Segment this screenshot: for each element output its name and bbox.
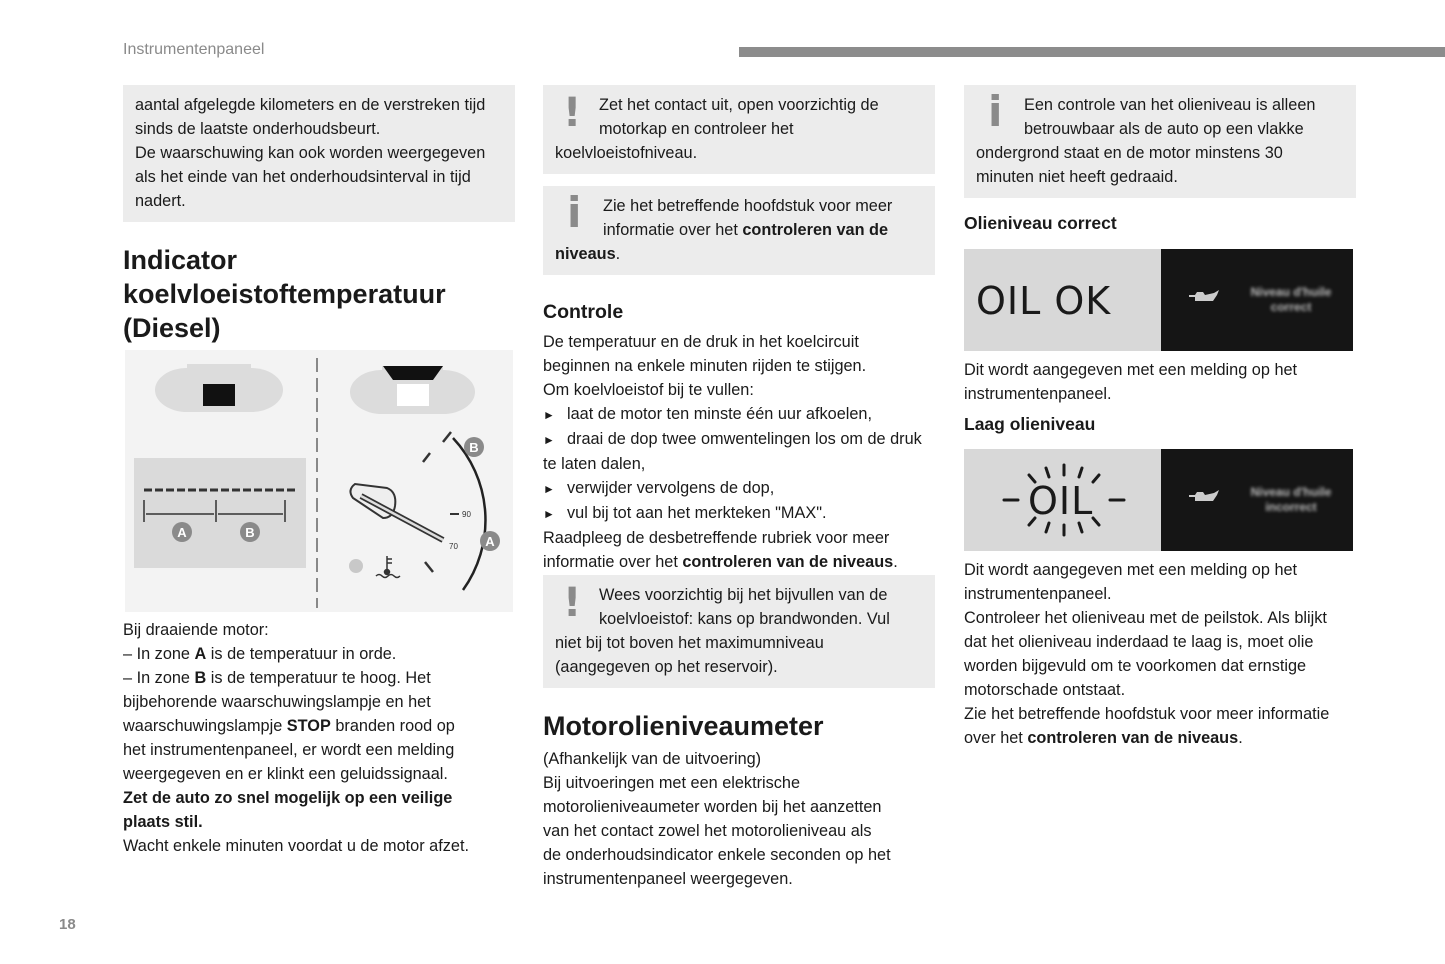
oil-ok-display [964,249,1353,351]
oil-can-icon [1187,487,1221,505]
oil-low-text-block: Dit wordt aangegeven met een melding op het instrumentenpaneel. Controleer het olieniveau met de peilstok. Als blijkt dat het olieniveau inderdaad te laag is, moet olie worden bijgevuld om te voorkomen dat ernstige motorschade ontstaat. Zie het betreffende hoofdstuk voor meer informatie over het controleren van de niveaus. [964,561,1330,747]
info-box: i Een controle van het olieniveau is alleen betrouwbaar als de auto op een vlakke ondergrond staat en de motor minstens 30 minuten niet heeft gedraaid. [964,85,1356,198]
header-bar [739,47,1445,57]
bullet-arrow-icon: ► [543,482,555,496]
controle-heading: Controle [543,301,624,323]
warning-box: ! Wees voorzichtig bij het bijvullen van de koelvloeistof: kans op brandwonden. Vul niet bij tot boven het maximumniveau (aangegeven op het reservoir). [543,575,935,688]
column-1 [123,85,515,345]
info-icon: i [988,87,1003,136]
oil-can-icon [1187,287,1221,305]
instrument-cluster-icon [350,366,475,414]
display-message: Niveau d'huile incorrect [1250,485,1332,514]
oil-correct-text: Dit wordt aangegeven met een melding op het instrumentenpaneel. [964,361,1298,403]
controle-section: Controle De temperatuur en de druk in het koelcircuit beginnen na enkele minuten rijden te stijgen. Om koelvloeistof bij te vullen: ► laat de motor ten minste één uur afkoelen, ► draai de dop twee omwentelingen los om de druk te laten dalen, ► verwijder vervolgens de dop, ► vul bij tot aan het merkteken "MAX". Raadpleeg de desbetreffende rubriek voor meer informatie over het controleren van de niveaus. [543,299,943,574]
text-line: De waarschuwing kan ook worden weergegeven [135,144,486,162]
oil-correct-heading: Olieniveau correct [964,213,1117,233]
oil-low-heading: Laag olieniveau [964,414,1096,434]
motorolie-section: Motorolieniveaumeter (Afhankelijk van de uitvoering) Bij uitvoeringen met een elektrische motorolieniveaumeter worden bij het aanzetten van het contact zowel het motorolieniveau als de onderhoudsindicator enkele seconden op het instrumentenpaneel weergegeven. [543,709,935,891]
text-line: als het einde van het onderhoudsinterval in tijd [135,168,471,186]
note-box [123,85,515,222]
coolant-temperature-diagram [125,350,513,612]
gauge-mark-70: 70 [449,542,458,551]
coolant-body-text: Bij draaiende motor: – In zone A is de temperatuur in orde. – In zone B is de temperatuur te hoog. Het bijbehorende waarschuwingslampje en het waarschuwingslampje STOP branden rood op het instrumentenpaneel, er wordt een melding weergegeven en er klinkt een geluidssignaal. Zet de auto zo snel mogelijk op een veilige plaats stil. Wacht enkele minuten voordat u de motor afzet. [123,621,470,855]
info-icon: i [567,188,582,237]
text-line: aantal afgelegde kilometers en de verstreken tijd [135,96,486,114]
zone-b-label: B [469,440,479,455]
bullet-arrow-icon: ► [543,433,555,447]
zone-a-label: A [177,525,187,540]
column-2 [543,85,935,275]
instrument-cluster-icon [155,364,283,412]
indicator-dot [349,559,363,573]
oil-ok-text: OIL OK [976,279,1112,323]
bullet-arrow-icon: ► [543,408,555,422]
zone-a-label: A [485,534,495,549]
warning-icon: ! [563,580,582,626]
text-line: nadert. [135,192,186,210]
gauge-mark-90: 90 [462,510,471,519]
warning-box: ! Zet het contact uit, open voorzichtig de motorkap en controleer het koelvloeistofniveau. [543,85,935,174]
info-box: i Zie het betreffende hoofdstuk voor meer informatie over het controleren van de niveaus. [543,186,935,275]
oil-low-text: OIL [1028,479,1094,523]
section-title: Instrumentenpaneel [123,41,265,58]
warning-icon: ! [563,90,582,136]
display-message: Niveau d'huile correct [1250,285,1332,314]
motorolie-heading: Motorolieniveaumeter [543,711,824,741]
zone-b-label: B [245,525,255,540]
page-number: 18 [59,916,76,933]
section-heading: Indicator koelvloeistoftemperatuur (Diesel) [123,245,446,343]
bullet-arrow-icon: ► [543,507,555,521]
oil-low-display [964,449,1353,551]
text-line: sinds de laatste onderhoudsbeurt. [135,120,381,138]
